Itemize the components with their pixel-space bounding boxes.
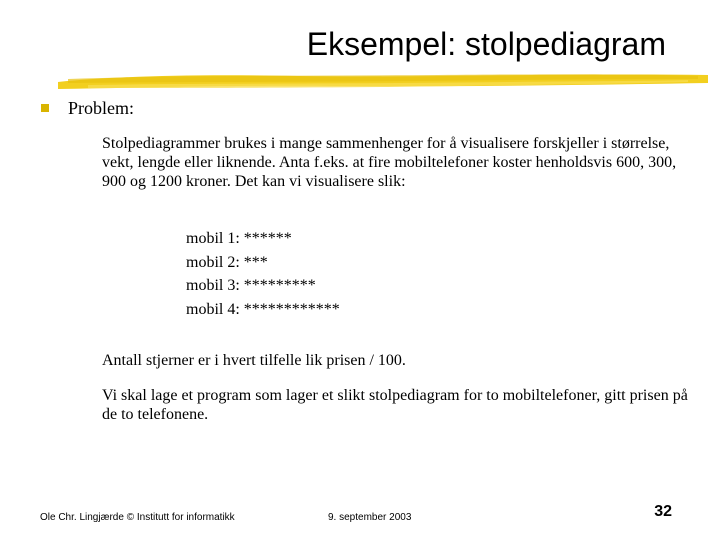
task-description: Vi skal lage et program som lager et slikt stolpediagram for to mobiltelefoner, gitt prisen på de to telefonene. xyxy=(102,387,688,423)
page-number: 32 xyxy=(654,503,672,520)
bar-row-1 xyxy=(186,227,340,251)
stars-explanation: Antall stjerner er i hvert tilfelle lik prisen / 100. xyxy=(102,352,406,369)
title-underline-brush xyxy=(58,70,708,92)
bar-stars: *** xyxy=(243,253,268,271)
bar-stars: ************ xyxy=(243,300,340,318)
footer-date: 9. september 2003 xyxy=(328,512,412,523)
slide-title: Eksempel: stolpediagram xyxy=(306,26,666,62)
bar-label: mobil 3: xyxy=(186,277,244,294)
star-bar-list xyxy=(186,227,340,321)
bar-row-2 xyxy=(186,251,340,275)
bar-label: mobil 1: xyxy=(186,230,244,247)
intro-paragraph: Stolpediagrammer brukes i mange sammenhenger for å visualisere forskjeller i størrelse, vekt, lengde eller liknende. Anta f.eks. at fire mobiltelefoner koster henholdsvis 600, 300, 900 og 1200 kroner. Det kan vi visualisere slik: xyxy=(102,135,677,190)
bar-stars: ********* xyxy=(243,277,316,294)
bar-label: mobil 2: xyxy=(186,253,244,271)
bar-stars: ****** xyxy=(243,230,292,247)
bullet-square-icon xyxy=(41,104,49,112)
bar-label: mobil 4: xyxy=(186,300,244,318)
bar-row-4 xyxy=(186,298,340,322)
bullet-heading: Problem: xyxy=(68,98,134,118)
bar-row-3 xyxy=(186,274,340,298)
footer-author: Ole Chr. Lingjærde © Institutt for informatikk xyxy=(40,512,235,523)
